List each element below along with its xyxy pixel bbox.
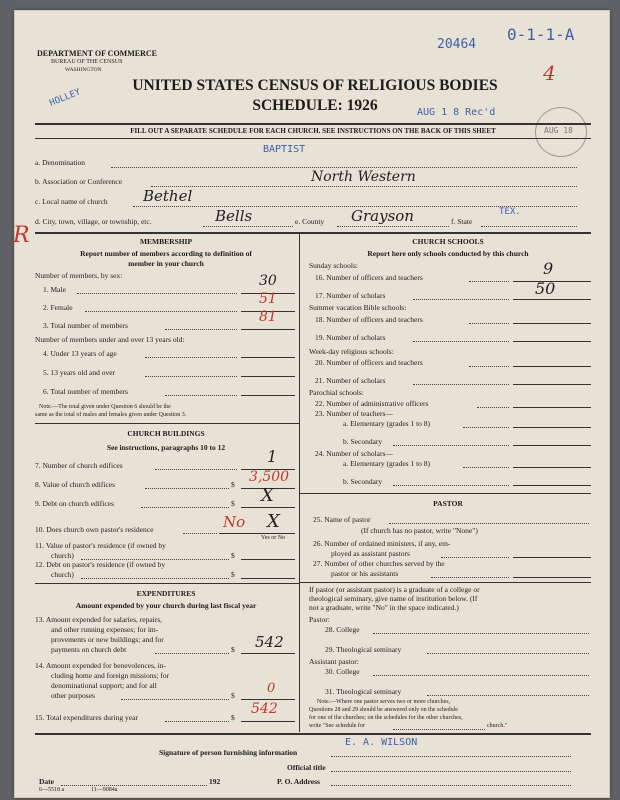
header-rule-bottom xyxy=(35,138,591,139)
city-field-line xyxy=(203,226,293,227)
q26-label-2: ployed as assistant pastors xyxy=(331,549,410,558)
header-rule-top xyxy=(35,123,591,125)
city-field-label: d. City, town, village, or township, etc. xyxy=(35,217,152,226)
q26-label-1: 26. Number of ordained ministers, if any, em- xyxy=(313,539,451,548)
q3-label: 3. Total number of members xyxy=(43,321,128,330)
q13-label-4: payments on church debt xyxy=(51,645,127,654)
q24b-dots xyxy=(393,485,509,486)
q13-dollar: $ xyxy=(231,645,235,654)
q16-dots xyxy=(469,281,509,282)
q20-dots xyxy=(469,366,509,367)
q18-dots xyxy=(469,323,509,324)
q13-label-1: 13. Amount expended for salaries, repairs, xyxy=(35,615,163,624)
q20-line xyxy=(513,366,591,367)
church-name-label: c. Local name of church xyxy=(35,197,108,206)
pastor-note-3: for one of the churches; on the schedules for the other churches, xyxy=(309,715,463,721)
q14-label-2: cluding home and foreign missions; for xyxy=(51,671,170,680)
q23a-label: a. Elementary (grades 1 to 8) xyxy=(343,419,431,428)
pastor-title: PASTOR xyxy=(433,499,463,508)
q20-label: 20. Number of officers and teachers xyxy=(315,358,423,367)
form-number-1: 6—5518 a xyxy=(39,787,65,793)
denomination-stamp: BAPTIST xyxy=(263,144,306,155)
q5-dots xyxy=(145,376,237,377)
q29-dots xyxy=(427,653,589,654)
q1-value: 30 xyxy=(259,273,277,289)
age-intro-label: Number of members under and over 13 years old: xyxy=(35,335,185,344)
q2-dots xyxy=(85,311,237,312)
instruction-line: FILL OUT A SEPARATE SCHEDULE FOR EACH CHURCH. SEE INSTRUCTIONS ON THE BACK OF THIS SHEET xyxy=(130,127,496,135)
q22-dots xyxy=(477,407,509,408)
signature-label: Signature of person furnishing information xyxy=(159,748,298,757)
pastor-education-label: Pastor: xyxy=(309,615,330,624)
q31-dots xyxy=(427,695,589,696)
pastor-note-4: write "See schedule for xyxy=(309,723,365,729)
association-label: b. Association or Conference xyxy=(35,177,123,186)
q21-dots xyxy=(413,384,509,385)
q23a-line xyxy=(513,427,591,428)
q9-line xyxy=(241,507,295,508)
city-field-value: Bells xyxy=(215,207,253,225)
official-title-line xyxy=(331,771,571,772)
q13-value: 542 xyxy=(255,633,284,651)
q2-label: 2. Female xyxy=(43,303,73,312)
date-line xyxy=(61,785,207,786)
pastor-note-dots xyxy=(393,729,485,730)
q10-dots xyxy=(183,533,217,534)
q16-label: 16. Number of officers and teachers xyxy=(315,273,423,282)
q19-line xyxy=(513,341,591,342)
summer-schools-label: Summer vacation Bible schools: xyxy=(309,303,407,312)
q24a-dots xyxy=(463,467,509,468)
q11-dollar: $ xyxy=(231,551,235,560)
q14-line xyxy=(241,699,295,700)
q8-dots xyxy=(145,488,229,489)
red-r-mark: R xyxy=(13,223,30,248)
q15-line xyxy=(241,721,295,722)
schools-rule xyxy=(299,493,591,494)
association-value: North Western xyxy=(311,169,416,185)
q12-dots xyxy=(81,578,229,579)
q5-line xyxy=(241,376,295,377)
holley-stamp: HOLLEY xyxy=(48,87,83,109)
q27-label-1: 27. Number of other churches served by the xyxy=(313,559,445,568)
pastor-note-4b: church." xyxy=(487,723,508,729)
footer-rule xyxy=(35,733,591,735)
round-stamp-text: AUG 18 xyxy=(544,126,573,135)
expenditures-intro: Amount expended by your church during last fiscal year xyxy=(75,601,257,610)
q12-dollar: $ xyxy=(231,570,235,579)
q21-label: 21. Number of scholars xyxy=(315,376,386,385)
po-address-label: P. O. Address xyxy=(277,777,320,786)
q12-label-2: church) xyxy=(51,570,74,579)
parochial-schools-label: Parochial schools: xyxy=(309,388,364,397)
q4-label: 4. Under 13 years of age xyxy=(43,349,117,358)
denomination-label: a. Denomination xyxy=(35,158,85,167)
q30-dots xyxy=(373,675,589,676)
q1-label: 1. Male xyxy=(43,285,66,294)
q7-dots xyxy=(155,469,237,470)
q24a-line xyxy=(513,467,591,468)
code-stamp: 0-1-1-A xyxy=(507,25,575,44)
q9-dollar: $ xyxy=(231,499,235,508)
q5-label: 5. 13 years old and over xyxy=(43,368,116,377)
expenditures-title: EXPENDITURES xyxy=(136,589,196,598)
q24-label: 24. Number of scholars— xyxy=(315,449,393,458)
q13-label-3: provements or new buildings; and for xyxy=(51,635,164,644)
q29-label: 29. Theological seminary xyxy=(325,645,402,654)
q10-label: 10. Does church own pastor's residence xyxy=(35,525,154,534)
census-schedule-sheet xyxy=(14,10,610,798)
q17-dots xyxy=(413,299,509,300)
column-divider xyxy=(299,232,300,732)
signature-line xyxy=(331,756,571,757)
q23b-dots xyxy=(393,445,509,446)
q10-mark: X xyxy=(267,511,280,532)
state-line xyxy=(481,226,577,227)
red-number-mark: 4 xyxy=(543,61,556,85)
q26-dots xyxy=(441,557,509,558)
schools-intro: Report here only schools conducted by this church xyxy=(367,249,529,258)
q11-line xyxy=(241,559,295,560)
q23a-dots xyxy=(463,427,509,428)
q17-line xyxy=(513,299,591,300)
q15-value: 542 xyxy=(251,701,278,717)
official-title-label: Official title xyxy=(287,763,326,772)
q26-line xyxy=(513,557,591,558)
q14-dots xyxy=(121,699,229,700)
pastor-rule xyxy=(299,582,591,583)
q25-note: (If church has no pastor, write "None") xyxy=(361,526,478,535)
q10-value: No xyxy=(223,513,246,531)
q6-dots xyxy=(165,395,237,396)
membership-title: MEMBERSHIP xyxy=(139,237,193,246)
q28-dots xyxy=(373,633,589,634)
signature-stamp: E. A. WILSON xyxy=(345,737,418,748)
county-value: Grayson xyxy=(351,207,414,225)
date-label: Date xyxy=(39,777,54,786)
membership-note-1: Note.—The total given under Question 6 should be the xyxy=(39,404,171,410)
q30-label: 30. College xyxy=(325,667,360,676)
q6-line xyxy=(241,395,295,396)
q13-line xyxy=(241,653,295,654)
q3-value: 81 xyxy=(259,309,277,325)
denomination-line xyxy=(111,167,577,168)
section-rule xyxy=(35,232,591,234)
q4-line xyxy=(241,357,295,358)
q15-label: 15. Total expenditures during year xyxy=(35,713,138,722)
q15-dollar: $ xyxy=(231,713,235,722)
q16-value: 9 xyxy=(543,259,554,278)
received-date-stamp: AUG 1 8 Rec'd xyxy=(417,107,496,118)
membership-intro-1: Report number of members according to definition of xyxy=(80,249,252,258)
q9-dots xyxy=(141,507,229,508)
q23b-line xyxy=(513,445,591,446)
pastor-note-2: Questions 28 and 29 should be answered only on the schedule xyxy=(309,707,458,713)
q12-label-1: 12. Debt on pastor's residence (if owned by xyxy=(35,560,166,569)
q18-label: 18. Number of officers and teachers xyxy=(315,315,423,324)
date-year: 192 xyxy=(209,777,221,786)
schools-title: CHURCH SCHOOLS xyxy=(412,237,484,246)
q28-label: 28. College xyxy=(325,625,360,634)
form-number-2: 11—9084a xyxy=(91,787,118,793)
q11-label-1: 11. Value of pastor's residence (if owned by xyxy=(35,541,166,550)
q18-line xyxy=(513,323,591,324)
buildings-rule xyxy=(35,583,299,584)
membership-rule xyxy=(35,423,299,424)
buildings-intro: See instructions, paragraphs 10 to 12 xyxy=(106,443,226,452)
sunday-schools-label: Sunday schools: xyxy=(309,261,358,270)
q6-label: 6. Total number of members xyxy=(43,387,128,396)
q9-label: 9. Debt on church edifices xyxy=(35,499,114,508)
q14-value: 0 xyxy=(267,681,276,696)
q17-label: 17. Number of scholars xyxy=(315,291,386,300)
q14-label-4: other purposes xyxy=(51,691,95,700)
q14-label-3: denominational support; and for all xyxy=(51,681,157,690)
state-label: f. State xyxy=(451,217,473,226)
q3-dots xyxy=(165,329,237,330)
q13-label-2: and other running expenses; for im- xyxy=(51,625,159,634)
weekday-schools-label: Week-day religious schools: xyxy=(309,347,394,356)
q27-line xyxy=(513,577,591,578)
q21-line xyxy=(513,384,591,385)
q8-label: 8. Value of church edifices xyxy=(35,480,116,489)
q23b-label: b. Secondary xyxy=(343,437,383,446)
form-title: UNITED STATES CENSUS OF RELIGIOUS BODIES xyxy=(132,77,498,94)
bureau-label: BUREAU OF THE CENSUS xyxy=(51,59,123,65)
q25-dots xyxy=(389,523,589,524)
q8-value: 3,500 xyxy=(249,469,290,485)
q13-dots xyxy=(155,653,229,654)
q10-line xyxy=(219,533,295,534)
q4-dots xyxy=(145,357,237,358)
church-name-value: Bethel xyxy=(143,187,193,205)
q27-label-2: pastor or his assistants xyxy=(331,569,399,578)
yes-no-hint: Yes or No xyxy=(261,535,286,541)
graduate-note-2: theological seminary, give name of institution below. (If xyxy=(309,594,478,603)
q24a-label: a. Elementary (grades 1 to 8) xyxy=(343,459,431,468)
q12-line xyxy=(241,578,295,579)
graduate-note-1: If pastor (or assistant pastor) is a graduate of a college or xyxy=(309,585,480,594)
q24b-label: b. Secondary xyxy=(343,477,383,486)
q8-dollar: $ xyxy=(231,480,235,489)
membership-intro-2: member in your church xyxy=(128,259,204,268)
q22-line xyxy=(513,407,591,408)
q2-value: 51 xyxy=(259,291,277,307)
q3-line xyxy=(241,329,295,330)
q14-dollar: $ xyxy=(231,691,235,700)
q17-value: 50 xyxy=(535,279,556,298)
city-label: WASHINGTON xyxy=(65,67,102,73)
q7-value: 1 xyxy=(267,447,278,466)
q24b-line xyxy=(513,485,591,486)
q11-label-2: church) xyxy=(51,551,74,560)
assistant-education-label: Assistant pastor: xyxy=(309,657,359,666)
po-address-line xyxy=(331,785,571,786)
association-line xyxy=(151,186,577,187)
pastor-note-1: Note.—Where one pastor serves two or more churches, xyxy=(317,699,451,705)
members-by-sex-label: Number of members, by sex: xyxy=(35,271,123,280)
department-label: DEPARTMENT OF COMMERCE xyxy=(37,49,158,58)
graduate-note-3: not a graduate, write "No" in the space indicated.) xyxy=(309,603,459,612)
membership-note-2: same as the total of males and females given under Question 3. xyxy=(35,412,187,418)
county-label: e. County xyxy=(295,217,325,226)
q9-value: X xyxy=(261,485,274,506)
q27-dots xyxy=(431,577,509,578)
q22-label: 22. Number of administrative officers xyxy=(315,399,429,408)
q31-label: 31. Theological seminary xyxy=(325,687,402,696)
q1-dots xyxy=(77,293,237,294)
q15-dots xyxy=(165,721,229,722)
schedule-title: SCHEDULE: 1926 xyxy=(252,97,378,114)
q25-label: 25. Name of pastor xyxy=(313,515,371,524)
buildings-title: CHURCH BUILDINGS xyxy=(127,429,205,438)
q19-dots xyxy=(413,341,509,342)
q14-label-1: 14. Amount expended for benevolences, in- xyxy=(35,661,167,670)
state-stamp: TEX. xyxy=(499,207,521,217)
q23-label: 23. Number of teachers— xyxy=(315,409,393,418)
q7-label: 7. Number of church edifices xyxy=(35,461,123,470)
county-line xyxy=(337,226,449,227)
file-number-stamp: 20464 xyxy=(437,37,477,52)
q19-label: 19. Number of scholars xyxy=(315,333,386,342)
